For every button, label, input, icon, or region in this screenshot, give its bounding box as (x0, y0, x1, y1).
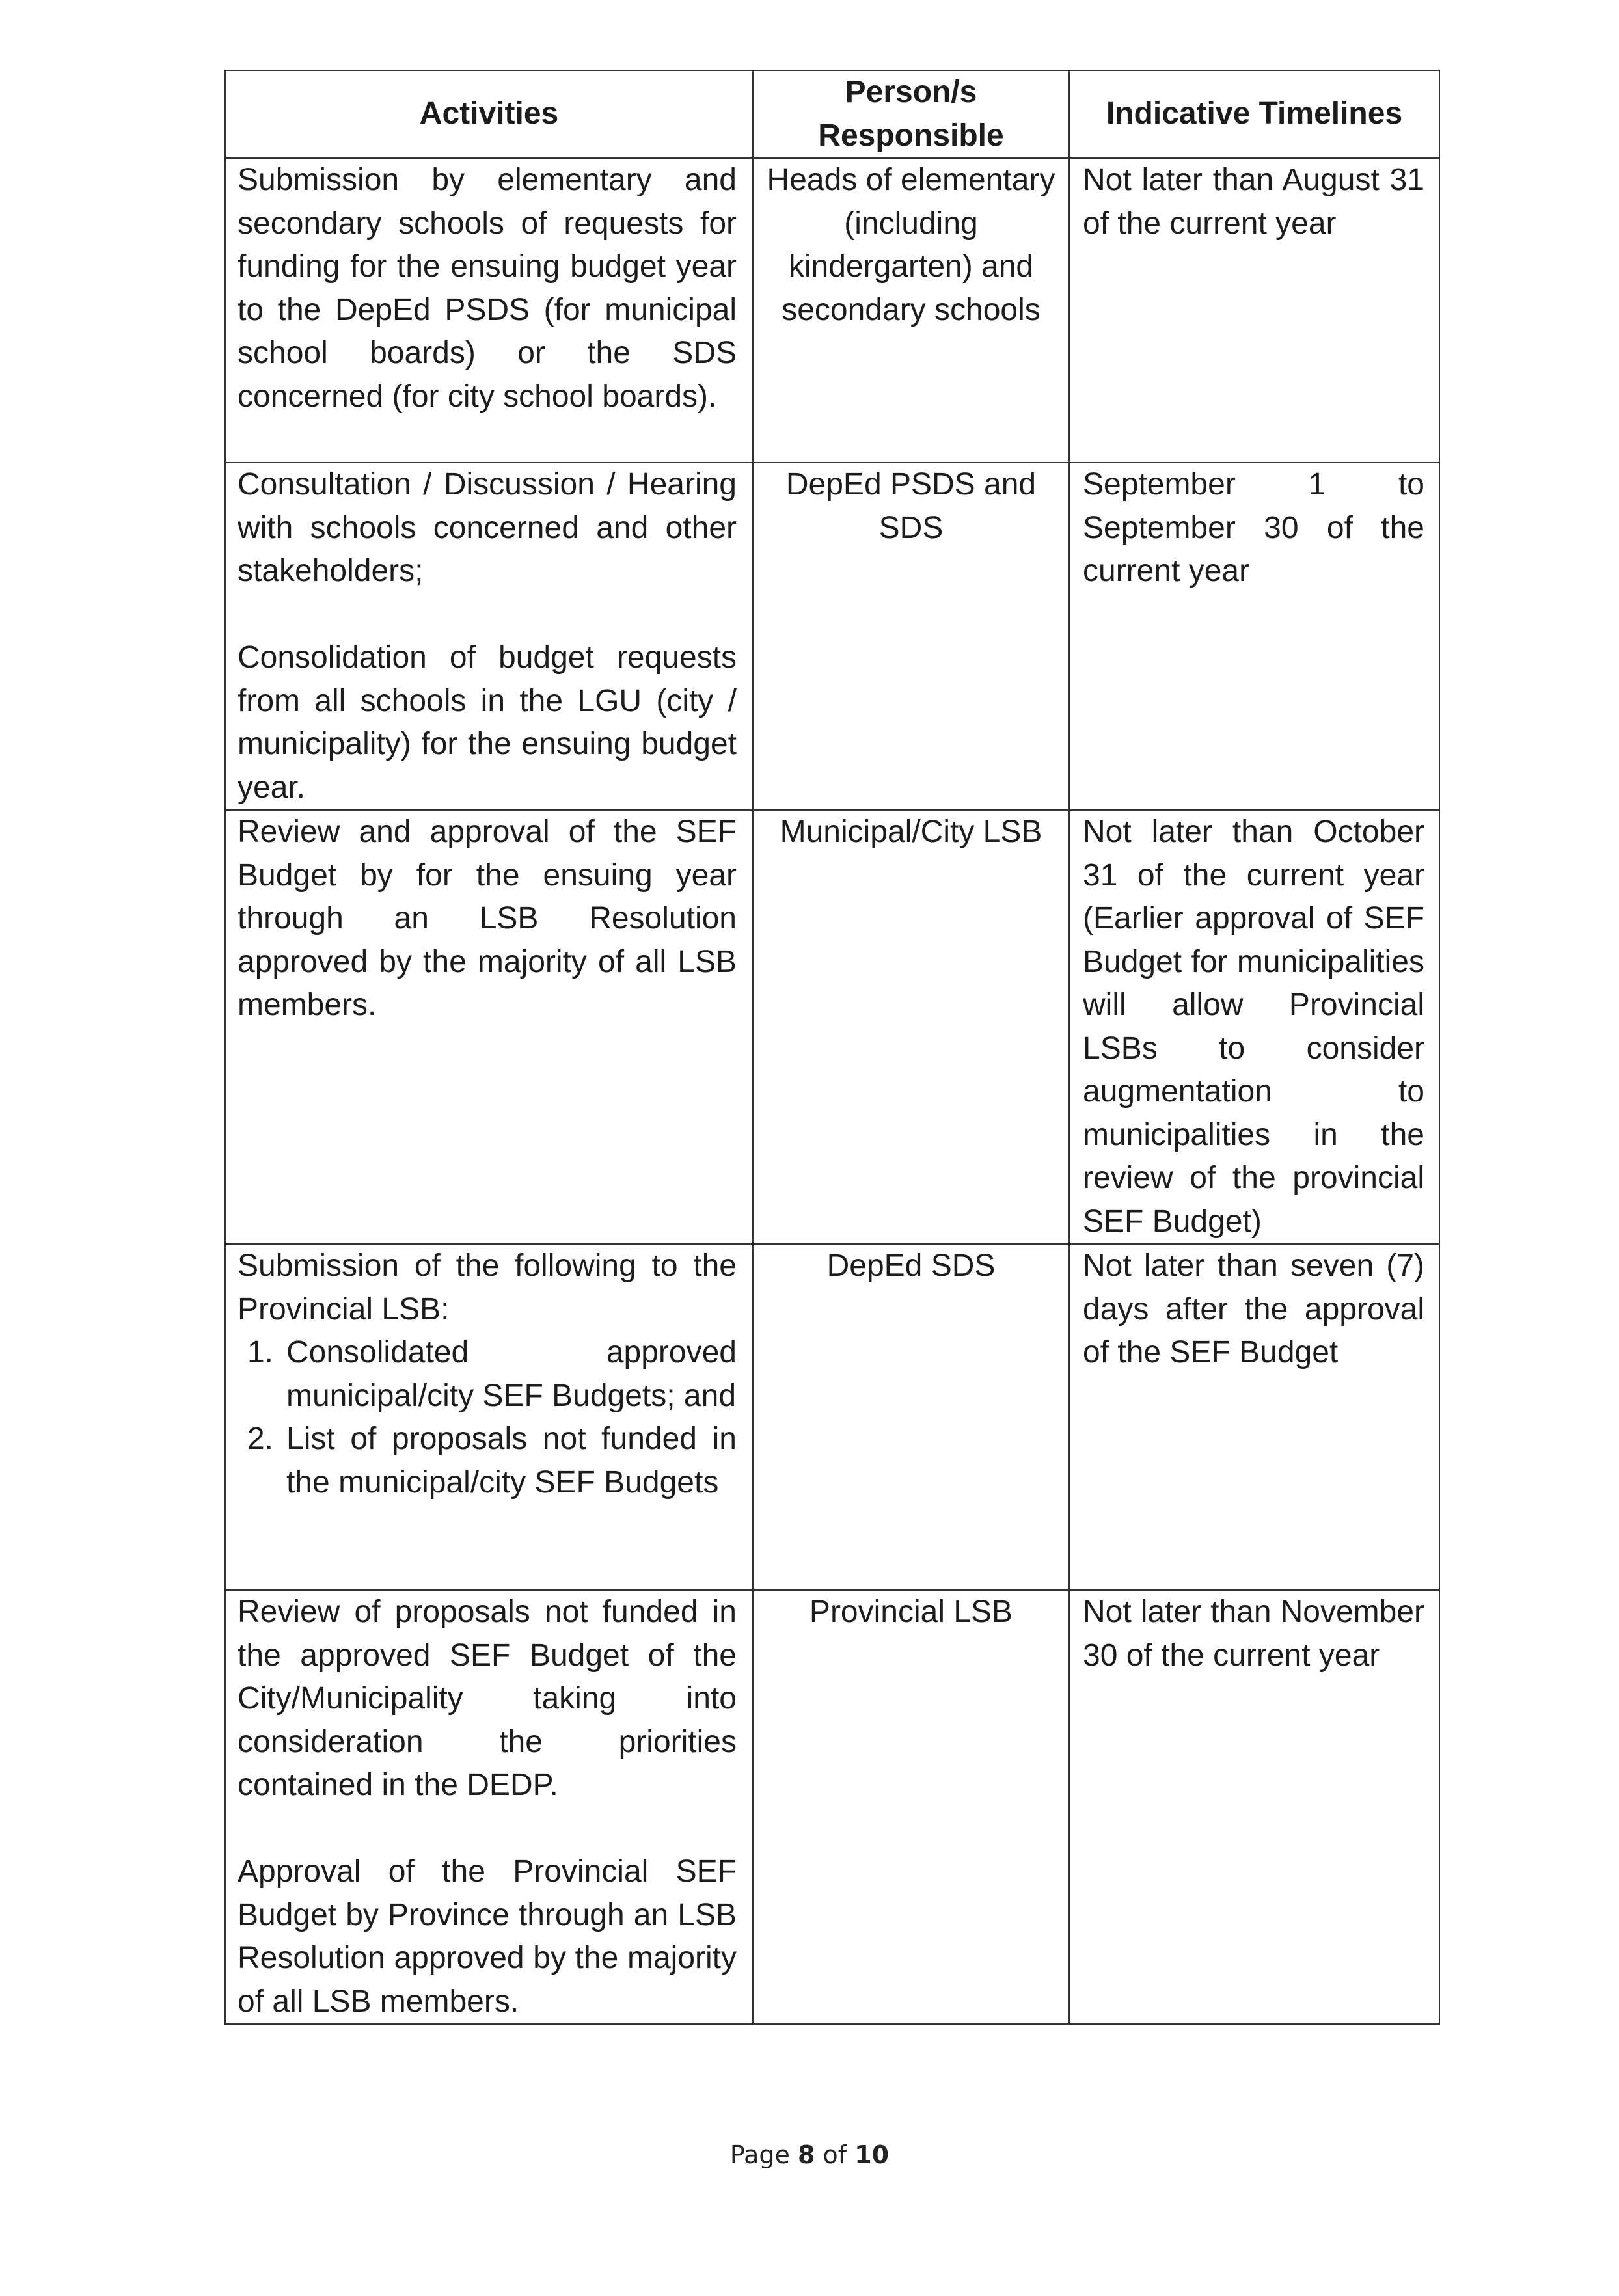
page-current: 8 (797, 2141, 815, 2169)
timeline-cell: Not later than seven (7) days after the approval of the SEF Budget (1069, 1244, 1439, 1590)
activity-text: Consolidation of budget requests from all schools in the LGU (city / municipality) for the ensuing budget year. (238, 640, 737, 805)
person-cell: DepEd PSDS and SDS (753, 463, 1069, 810)
activity-text: Submission by elementary and secondary schools of requests for funding for the ensuing budget year to the DepEd PSDS (for municipal school boards) or the SDS concerned (for city school boards). (238, 163, 737, 414)
person-cell: Provincial LSB (753, 1590, 1069, 2024)
activity-text: Review of proposals not funded in the approved SEF Budget of the City/Municipality taking into consideration the priorities contained in the DEDP. (238, 1595, 737, 1802)
person-cell: DepEd SDS (753, 1244, 1069, 1590)
activity-cell (225, 810, 753, 1244)
activity-cell (225, 463, 753, 810)
table-row (225, 1590, 1439, 2024)
header-persons-line2: Responsible (818, 118, 1004, 153)
of-word: of (823, 2141, 847, 2169)
table-header-row (225, 70, 1439, 158)
header-activities: Activities (225, 70, 753, 158)
activity-text: Approval of the Provincial SEF Budget by Province through an LSB Resolution approved by the majority of all LSB members. (238, 1854, 737, 2019)
timeline-cell: Not later than October 31 of the current year (Earlier approval of SEF Budget for municipalities will allow Provincial LSBs to consider augmentation to municipalities in the review of the provincial SEF Budget) (1069, 810, 1439, 1244)
activity-text: Review and approval of the SEF Budget by for the ensuing year through an LSB Resolution approved by the majority of all LSB members. (238, 815, 737, 1022)
list-item: List of proposals not funded in the municipal/city SEF Budgets (286, 1422, 737, 1500)
activity-cell (225, 1590, 753, 2024)
schedule-table (224, 70, 1440, 2025)
timeline-cell: Not later than August 31 of the current year (1069, 158, 1439, 463)
person-cell: Heads of elementary (including kindergarten) and secondary schools (753, 158, 1069, 463)
activity-text: Submission of the following to the Provincial LSB: (238, 1249, 737, 1327)
timeline-cell: Not later than November 30 of the current year (1069, 1590, 1439, 2024)
activity-cell (225, 158, 753, 463)
table-row (225, 810, 1439, 1244)
header-persons-responsible (753, 70, 1069, 158)
header-indicative-timelines: Indicative Timelines (1069, 70, 1439, 158)
activity-list (238, 1331, 737, 1504)
page-word: Page (729, 2141, 790, 2169)
list-item: Consolidated approved municipal/city SEF Budgets; and (286, 1335, 737, 1413)
page-number-footer (0, 2141, 1619, 2169)
page-total: 10 (854, 2141, 890, 2169)
activity-cell (225, 1244, 753, 1590)
header-persons-line1: Person/s (845, 75, 977, 109)
person-cell: Municipal/City LSB (753, 810, 1069, 1244)
timeline-cell: September 1 to September 30 of the current year (1069, 463, 1439, 810)
table-row (225, 1244, 1439, 1590)
activity-text: Consultation / Discussion / Hearing with schools concerned and other stakeholders; (238, 467, 737, 588)
table-row (225, 158, 1439, 463)
table-row (225, 463, 1439, 810)
